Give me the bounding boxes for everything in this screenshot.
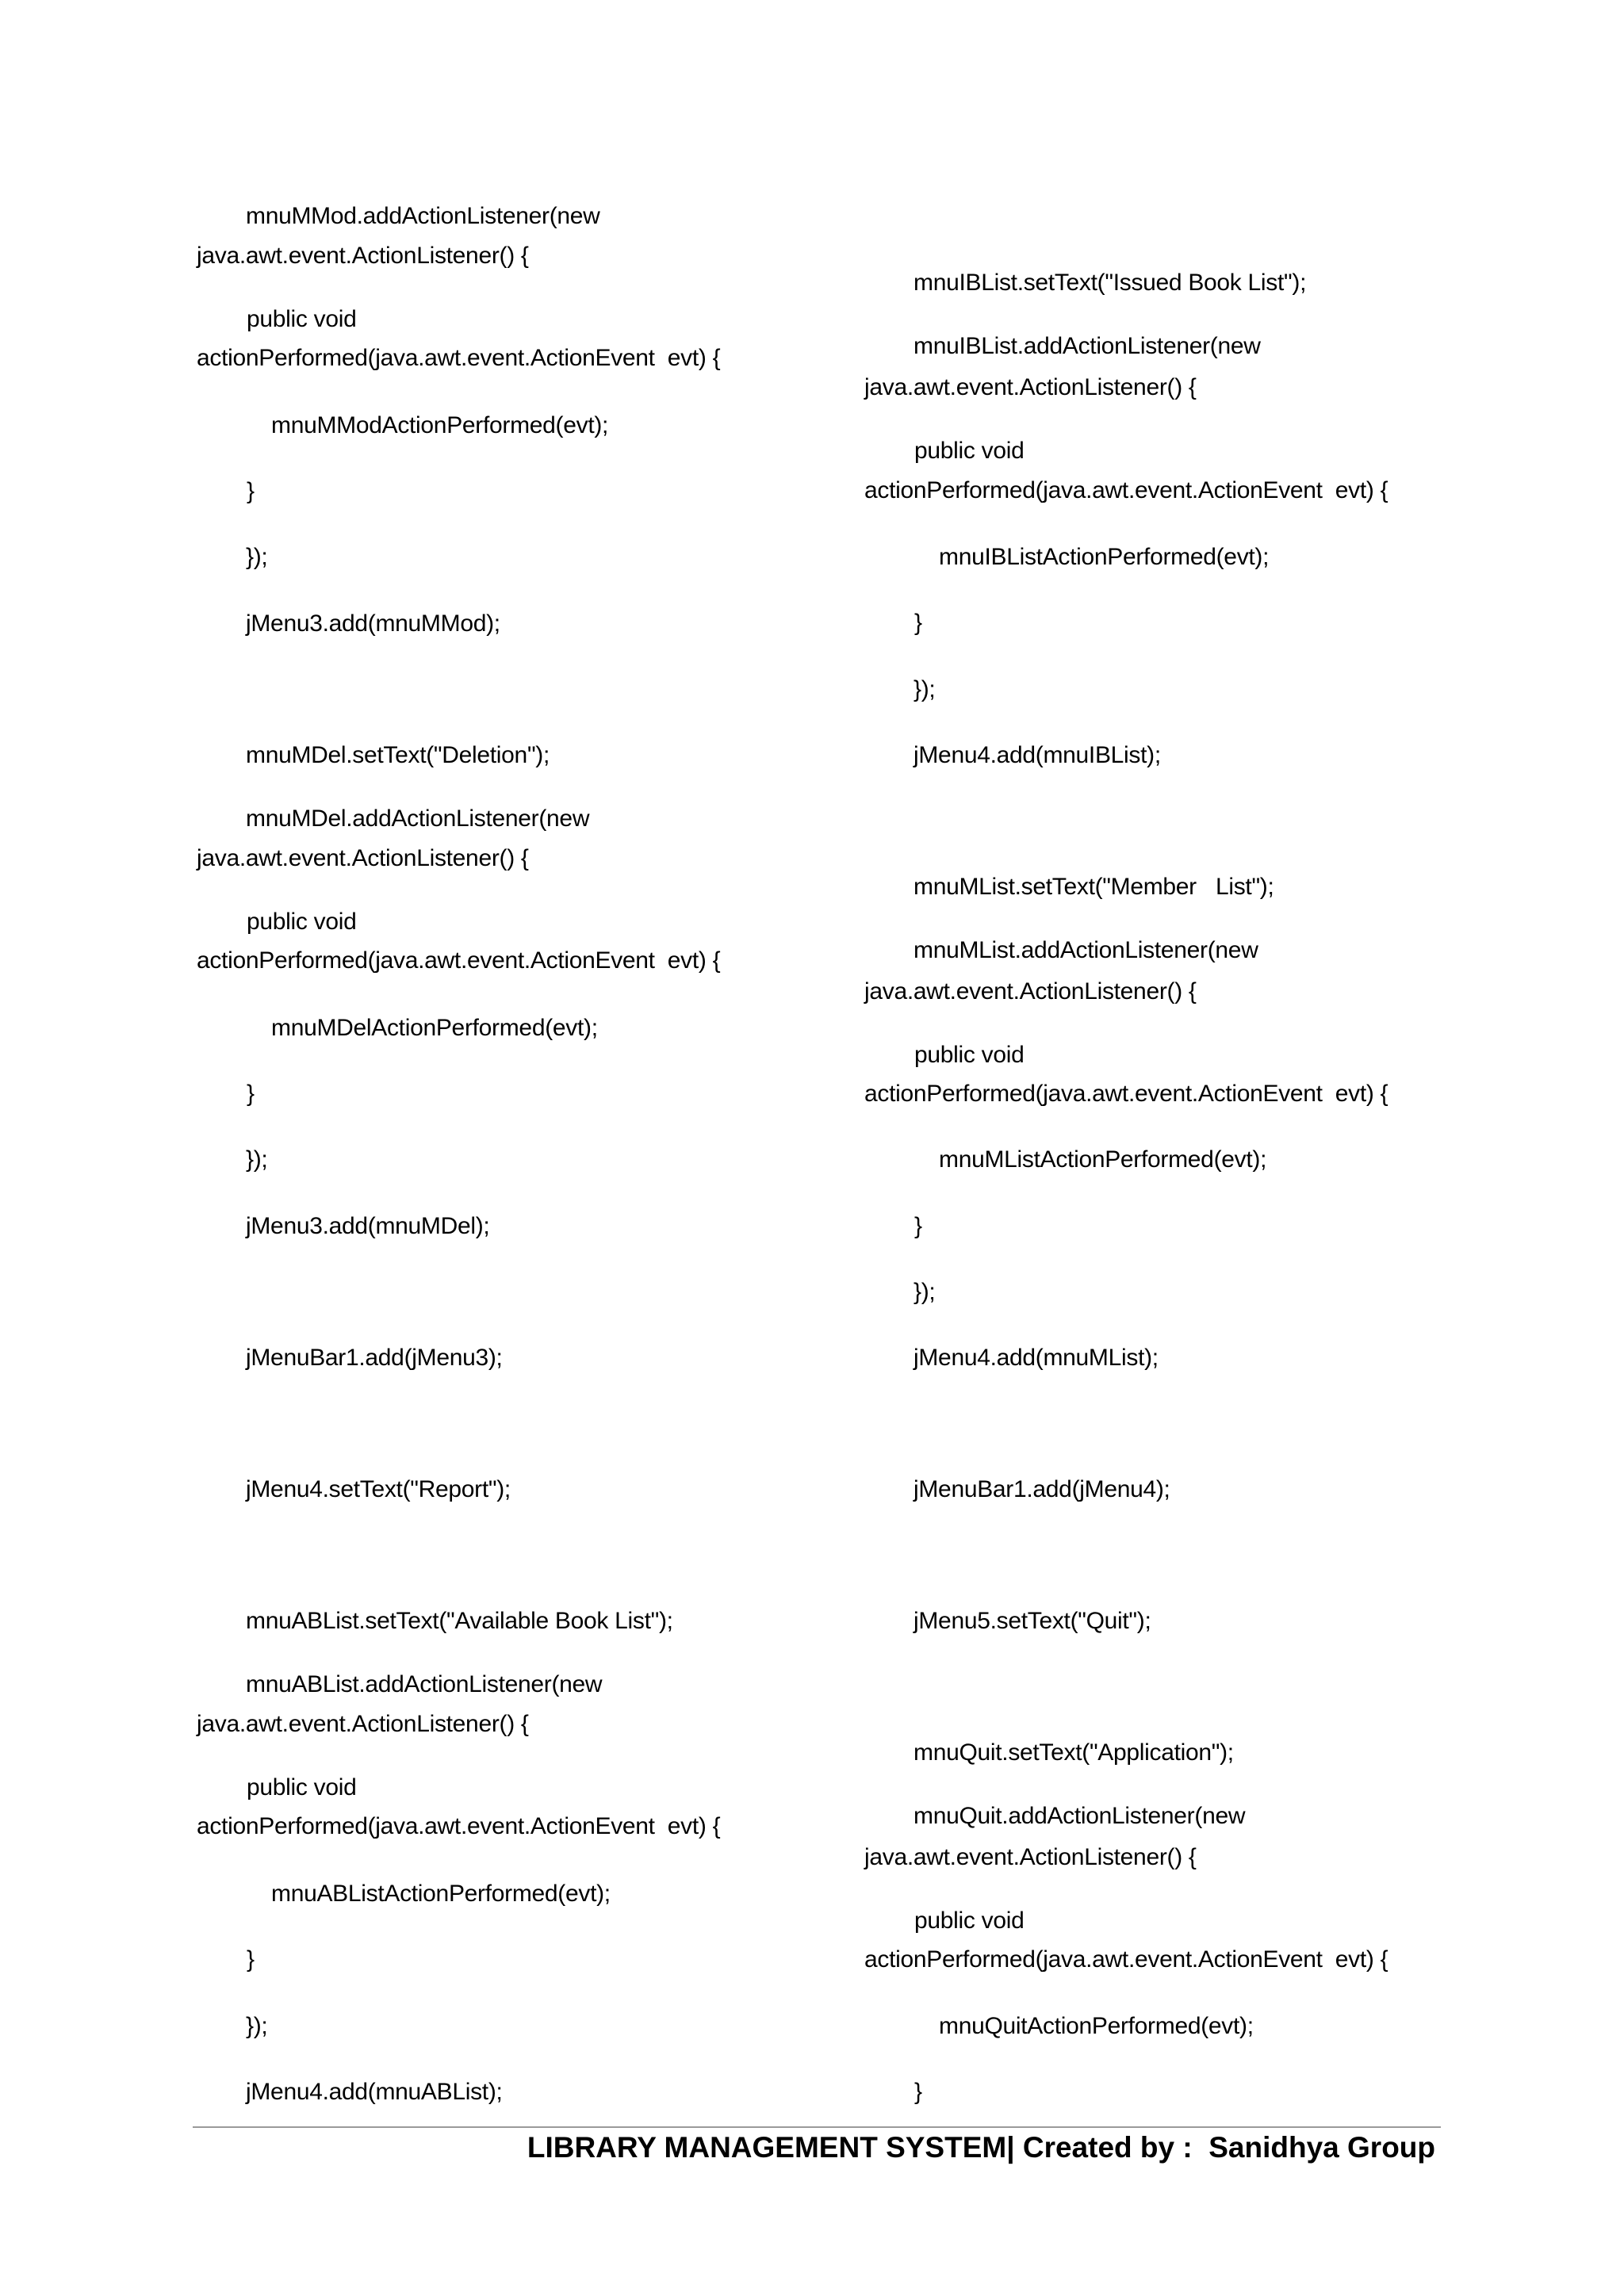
code-line: actionPerformed(java.awt.event.ActionEvent evt) { [864,1946,1388,1973]
code-line: actionPerformed(java.awt.event.ActionEvent evt) { [197,1813,721,1839]
code-line: }); [246,2013,268,2039]
footer-text: LIBRARY MANAGEMENT SYSTEM| Created by : Sanidhya Group [527,2131,1435,2164]
code-line: mnuABList.addActionListener(new [246,1671,603,1697]
code-line: }); [914,1279,936,1305]
code-line: jMenu4.add(mnuABList); [246,2079,503,2105]
code-line: }); [914,676,936,702]
code-line: mnuMMod.addActionListener(new [246,203,600,229]
code-line: actionPerformed(java.awt.event.ActionEvent evt) { [864,1081,1388,1107]
code-line: java.awt.event.ActionListener() { [864,1844,1197,1870]
code-line: mnuIBList.setText("Issued Book List"); [914,270,1307,296]
code-line: java.awt.event.ActionListener() { [197,243,529,269]
code-line: mnuMModActionPerformed(evt); [271,412,609,438]
code-line: mnuIBListActionPerformed(evt); [939,544,1270,570]
code-line: mnuMDel.setText("Deletion"); [246,742,550,768]
code-line: }); [246,1146,268,1173]
code-line: public void [247,306,357,332]
code-line: actionPerformed(java.awt.event.ActionEvent evt) { [864,477,1388,503]
code-line: jMenu4.setText("Report"); [246,1476,511,1502]
code-line: } [247,1081,255,1107]
code-line: jMenu4.add(mnuIBList); [914,742,1161,768]
code-line: public void [914,438,1025,464]
code-line: mnuABListActionPerformed(evt); [271,1881,611,1907]
code-line: } [914,2079,922,2105]
code-line: actionPerformed(java.awt.event.ActionEvent evt) { [197,345,721,371]
code-line: java.awt.event.ActionListener() { [197,1711,529,1737]
code-line: jMenu5.setText("Quit"); [914,1608,1151,1634]
code-line: } [247,1946,255,1973]
code-line: } [914,1213,922,1239]
code-line: jMenu3.add(mnuMMod); [246,610,500,637]
code-line: public void [247,909,357,935]
code-line: mnuMListActionPerformed(evt); [939,1146,1267,1173]
code-line: mnuMList.setText("Member List"); [914,874,1274,900]
code-line: public void [247,1774,357,1800]
code-line: jMenu3.add(mnuMDel); [246,1213,490,1239]
code-line: } [914,610,922,636]
code-line: jMenuBar1.add(jMenu4); [914,1476,1170,1502]
code-line: mnuQuitActionPerformed(evt); [939,2013,1254,2039]
code-line: java.awt.event.ActionListener() { [197,845,529,871]
code-line: mnuIBList.addActionListener(new [914,333,1261,359]
code-line: java.awt.event.ActionListener() { [864,374,1197,400]
code-line: java.awt.event.ActionListener() { [864,978,1197,1004]
code-line: mnuABList.setText("Available Book List"); [246,1608,673,1634]
footer-divider [193,2126,1441,2128]
code-line: public void [914,1042,1025,1068]
code-line: mnuQuit.addActionListener(new [914,1803,1246,1829]
code-line: jMenuBar1.add(jMenu3); [246,1345,503,1371]
code-line: mnuMDelActionPerformed(evt); [271,1015,598,1041]
code-line: mnuMList.addActionListener(new [914,937,1258,963]
code-line: public void [914,1908,1025,1934]
code-line: mnuQuit.setText("Application"); [914,1739,1234,1766]
code-line: mnuMDel.addActionListener(new [246,806,590,832]
code-line: jMenu4.add(mnuMList); [914,1345,1159,1371]
code-line: } [247,478,255,504]
code-line: actionPerformed(java.awt.event.ActionEvent evt) { [197,947,721,974]
code-line: }); [246,544,268,570]
